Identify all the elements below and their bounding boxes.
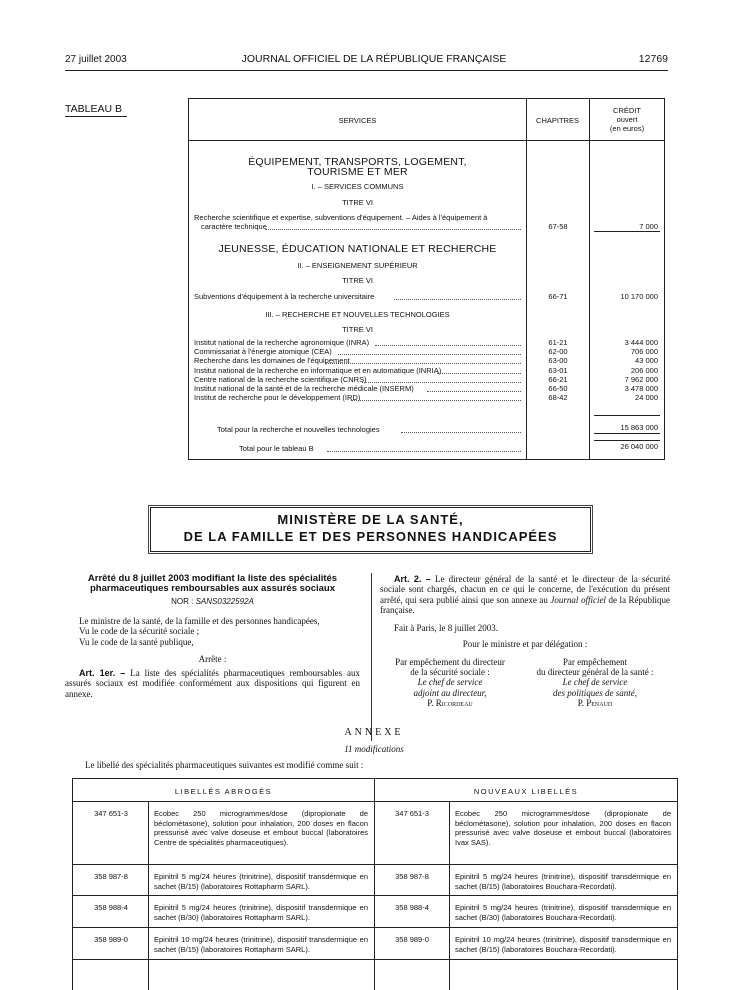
dot-leader [437, 373, 521, 374]
total-label: Total pour la recherche et nouvelles technologies [217, 425, 380, 434]
article-2-label: Art. 2. – [394, 574, 431, 584]
table-row-rule [73, 959, 677, 960]
ministry-subtitle: DE LA FAMILLE ET DES PERSONNES HANDICAPÉES [183, 529, 558, 544]
fait-a-paris: Fait à Paris, le 8 juillet 2003. [394, 623, 498, 634]
arrete-nor [65, 597, 360, 606]
par-delegation: Pour le ministre et par délégation : [462, 639, 588, 650]
arrete-left-column [65, 616, 360, 699]
annexe-subtitle: 11 modifications [344, 744, 404, 754]
row-chapitre: 62-00 [548, 347, 568, 357]
header-date: 27 juillet 2003 [65, 54, 127, 65]
table-row-rule [73, 864, 677, 865]
section-title: ÉQUIPEMENT, TRANSPORTS, LOGEMENT, [248, 156, 467, 168]
new-code: 358 989-0 [395, 935, 429, 944]
dot-leader [394, 299, 521, 300]
nor-label: NOR : [171, 597, 196, 606]
dot-leader [327, 451, 521, 452]
article-2-text-end: de la République française. [380, 594, 670, 615]
table-divider [589, 99, 590, 459]
signatory-name: P. Ricordeau [427, 697, 473, 708]
signatory-name: P. Penaud [577, 697, 613, 708]
row-chapitre: 63-00 [548, 356, 568, 366]
paragraph: Vu le code de la sécurité sociale ; [79, 626, 200, 637]
row-credit: 7 000 [639, 222, 658, 231]
column-divider [371, 573, 372, 741]
total-value: 26 040 000 [620, 442, 658, 451]
dot-leader [325, 363, 521, 364]
row-label: Institut de recherche pour le développement (IRD) [194, 393, 361, 403]
row-credit: 706 000 [630, 347, 658, 357]
arrete-title [65, 574, 360, 594]
table-header-rule [73, 801, 677, 802]
section-titre: TITRE VI [342, 276, 373, 285]
row-chapitre: 66-21 [548, 374, 568, 384]
new-code: 347 651-3 [395, 809, 429, 818]
row-label: caractère technique [201, 222, 267, 231]
section-subtitle: I. – SERVICES COMMUNS [311, 182, 404, 191]
credit-rule [594, 231, 660, 232]
col-header-chapitres: CHAPITRES [536, 116, 579, 125]
row-credit: 43 000 [635, 356, 658, 366]
dot-leader [265, 229, 521, 230]
signature-line: Le chef de service [417, 677, 483, 688]
row-chapitre: 68-42 [548, 393, 568, 403]
signature-line: adjoint au directeur, [413, 687, 487, 698]
col-header-nouveaux-libelles: NOUVEAUX LIBELLÉS [473, 787, 579, 796]
dot-leader [401, 432, 521, 433]
annexe-title: ANNEXE [344, 727, 404, 738]
col-header-libelles-abroges: LIBELLÉS ABROGÉS [174, 787, 273, 796]
signature-line: de la sécurité sociale : [410, 667, 490, 678]
signature-left [380, 657, 520, 708]
section-title: JEUNESSE, ÉDUCATION NATIONALE ET RECHERCHE [218, 243, 497, 255]
libelles-table [72, 778, 678, 990]
row-chapitre: 63-01 [548, 365, 568, 375]
total-label: Total pour le tableau B [239, 444, 314, 453]
new-code: 358 987-8 [395, 872, 429, 881]
header-rule [65, 70, 668, 71]
table-divider [526, 99, 527, 459]
dot-leader [338, 354, 521, 355]
dot-leader [427, 391, 521, 392]
old-description: Epinitril 10 mg/24 heures (trinitrine), dispositif transdermique en sachet (B/15) (laboratoires Rottapharm SARL). [154, 935, 368, 954]
row-label: Commissariat à l'énergie atomique (CEA) [194, 347, 332, 357]
row-credit: 3 478 000 [624, 384, 658, 393]
signature-line: Par empêchement du directeur [395, 656, 505, 667]
col-header-credit-euros: (en euros) [609, 124, 645, 133]
new-description: Ecobec 250 microgrammes/dose (dipropionate de béclométasone), solution pour inhalation, 200 doses en flacon pressurisé avec valve doseuse et embout buccal (laboratoires Ivax SAS). [455, 809, 671, 847]
col-header-credit: CRÉDIT [613, 106, 641, 115]
old-description: Epinitril 5 mg/24 heures (trinitrine), dispositif transdermique en sachet (B/30) (laboratoires Rottapharm SARL). [154, 903, 368, 922]
tableau-b-label: TABLEAU B [65, 103, 127, 117]
table-row-rule [73, 927, 677, 928]
article-2-text: Le directeur général de la santé et le directeur de la sécurité sociale sont chargés, chacun en ce qui le concerne, de l'exécution du présent arrêté, qui sera publié ainsi que son annexe au [380, 574, 670, 605]
section-subtitle: III. – RECHERCHE ET NOUVELLES TECHNOLOGIES [265, 310, 450, 319]
row-label: Recherche dans les domaines de l'équipement [194, 356, 350, 366]
article-1-text: La liste des spécialités pharmaceutiques remboursables aux assurés sociaux est modifiée conformément aux dispositions qui figurent en annexe. [65, 668, 360, 699]
old-description: Ecobec 250 microgrammes/dose (dipropionate de béclométasone), solution pour inhalation, 200 doses en flacon pressurisé avec valve doseuse et embout buccal (laboratoires Centre de spécialités pharmaceutiques). [154, 809, 368, 847]
credit-rule [594, 440, 660, 441]
row-chapitre: 61-21 [548, 338, 568, 347]
credit-rule [594, 415, 660, 416]
section-titre: TITRE VI [342, 198, 373, 207]
row-credit: 3 444 000 [624, 338, 658, 347]
signature-line: du directeur général de la santé : [536, 667, 654, 678]
old-code: 347 651-3 [94, 809, 128, 818]
section-subtitle: II. – ENSEIGNEMENT SUPÉRIEUR [297, 261, 418, 270]
table-header-rule [189, 140, 664, 141]
dot-leader [362, 382, 521, 383]
ministry-title: MINISTÈRE DE LA SANTÉ, [277, 512, 464, 527]
signature-line: Le chef de service [562, 677, 628, 688]
journal-officiel: Journal officiel [550, 594, 606, 605]
credit-rule [594, 433, 660, 434]
signature-line: des politiques de santé, [553, 687, 637, 698]
row-label: Institut national de la recherche agronomique (INRA) [194, 338, 370, 347]
header-journal-title: JOURNAL OFFICIEL DE LA RÉPUBLIQUE FRANÇAISE [241, 53, 507, 65]
new-description: Epinitril 5 mg/24 heures (trinitrine), dispositif transdermique en sachet (B/15) (laboratoires Bouchara-Recordati). [455, 872, 671, 891]
row-label: Institut national de la santé et de la recherche médicale (INSERM) [194, 384, 414, 393]
signature-right [520, 657, 670, 708]
article-1-label: Art. 1er. – [79, 668, 126, 679]
arrete-word: Arrête : [198, 653, 227, 664]
dot-leader [375, 345, 521, 346]
dot-leader [351, 400, 521, 401]
col-header-services: SERVICES [338, 116, 377, 125]
section-titre: TITRE VI [342, 325, 373, 334]
row-label: Institut national de la recherche en informatique et en automatique (INRIA) [194, 365, 442, 375]
paragraph: Vu le code de la santé publique, [79, 636, 194, 647]
section-title: TOURISME ET MER [307, 166, 408, 178]
header-page-number: 12769 [638, 53, 668, 65]
new-description: Epinitril 10 mg/24 heures (trinitrine), dispositif transdermique en sachet (B/15) (laboratoires Bouchara-Recordati). [455, 935, 671, 954]
old-description: Epinitril 5 mg/24 heures (trinitrine), dispositif transdermique en sachet (B/15) (laboratoires Rottapharm SARL). [154, 872, 368, 891]
annexe-intro: Le libellé des spécialités pharmaceutiques suivantes est modifié comme suit : [85, 760, 364, 770]
row-credit: 10 170 000 [620, 292, 658, 301]
row-label: Subventions d'équipement à la recherche universitaire [194, 292, 375, 301]
new-code: 358 988-4 [395, 903, 429, 912]
row-chapitre: 67-58 [548, 222, 568, 231]
row-chapitre: 66-71 [548, 292, 568, 301]
paragraph: Le ministre de la santé, de la famille et des personnes handicapées, [79, 616, 320, 626]
arrete-title-line: pharmaceutiques remboursables aux assurés sociaux [90, 583, 335, 594]
total-value: 15 863 000 [620, 423, 658, 432]
old-code: 358 989-0 [94, 935, 128, 944]
old-code: 358 987-8 [94, 872, 128, 881]
old-code: 358 988-4 [94, 903, 128, 912]
new-description: Epinitril 5 mg/24 heures (trinitrine), dispositif transdermique en sachet (B/30) (laboratoires Bouchara-Recordati). [455, 903, 671, 922]
row-credit: 206 000 [630, 365, 658, 375]
row-label: Centre national de la recherche scientifique (CNRS) [194, 374, 367, 384]
nor-value: SANS0322592A [195, 597, 254, 606]
row-label: Recherche scientifique et expertise, subventions d'équipement. – Aides à l'équipement à [194, 213, 488, 222]
table-row-rule [73, 895, 677, 896]
arrete-right-column [380, 574, 670, 708]
row-credit: 7 962 000 [624, 374, 658, 384]
article-1 [65, 668, 360, 699]
tableau-b-table [188, 98, 665, 460]
signature-line: Par empêchement [562, 656, 628, 667]
arrete-title-line: Arrêté du 8 juillet 2003 modifiant la liste des spécialités [87, 573, 338, 584]
col-header-credit-ouvert: ouvert [616, 115, 638, 124]
row-credit: 24 000 [635, 393, 658, 403]
article-2 [380, 574, 670, 615]
row-chapitre: 66-50 [548, 384, 568, 393]
